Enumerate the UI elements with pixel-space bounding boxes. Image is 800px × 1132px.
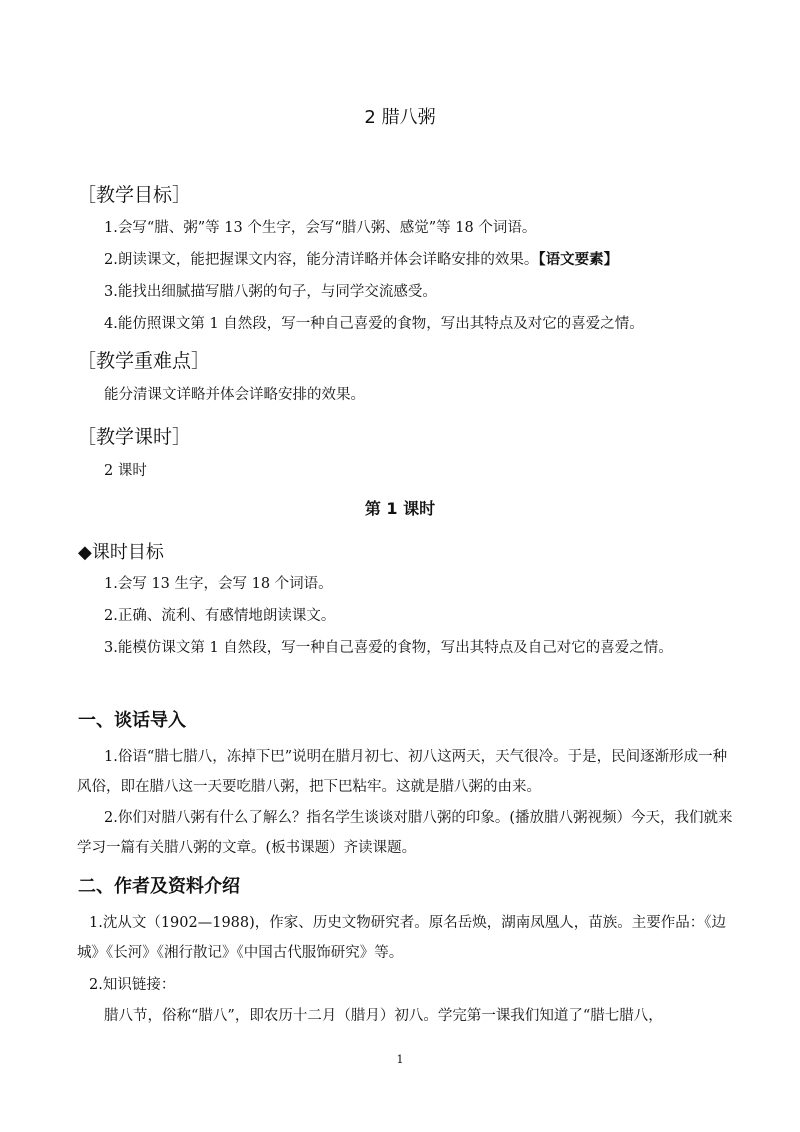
- period-goal-2: 2.正确、流利、有感情地朗读课文。: [104, 608, 336, 624]
- page-number: 1: [396, 1053, 404, 1066]
- section-2-heading: 二、作者及资料介绍: [78, 876, 240, 897]
- section-1-paragraph-2: 2.你们对腊八粥有什么了解么？指名学生谈谈对腊八粥的印象。(播放腊八粥视频）今天，我们就来学习一篇有关腊八粥的文章。(板书课题）齐读课题。: [77, 810, 733, 856]
- language-element-tag: 【语文要素】: [538, 251, 619, 268]
- period-goal-3: 3.能模仿课文第 1 自然段，写一种自己喜爱的食物，写出其特点及自己对它的喜爱之情。: [104, 640, 673, 656]
- objective-item-3: 3.能找出细腻描写腊八粥的句子，与同学交流感受。: [104, 284, 437, 300]
- objective-item-4: 4.能仿照课文第 1 自然段，写一种自己喜爱的食物，写出其特点及对它的喜爱之情。: [104, 316, 644, 332]
- lesson-hours-heading: ［教学课时］: [77, 426, 192, 448]
- section-2-item-2: 2.知识链接：: [89, 977, 176, 993]
- period-1-title: 第 1 课时: [364, 499, 436, 518]
- objective-item-2-text: 2.朗读课文，能把握课文内容，能分清详略并体会详略安排的效果。: [104, 252, 539, 268]
- key-points-heading: ［教学重难点］: [77, 350, 211, 372]
- section-1-paragraph-1: 1.俗语“腊七腊八，冻掉下巴”说明在腊月初七、初八这两天，天气很冷。于是，民间逐渐形成一种风俗，即在腊八这一天要吃腊八粥，把下巴粘牢。这就是腊八粥的由来。: [77, 749, 728, 795]
- key-points-text: 能分清课文详略并体会详略安排的效果。: [104, 387, 365, 403]
- period-goals-heading: ◆课时目标: [78, 542, 164, 563]
- lesson-hours-text: 2 课时: [104, 463, 147, 479]
- objective-item-1: 1.会写“腊、粥”等 13 个生字，会写“腊八粥、感觉”等 18 个词语。: [104, 220, 537, 236]
- objective-item-2: [104, 250, 618, 270]
- section-2-paragraph-3: 腊八节，俗称“腊八”，即农历十二月（腊月）初八。学完第一课我们知道了“腊七腊八，: [104, 1008, 663, 1024]
- document-title: 2 腊八粥: [364, 107, 436, 128]
- objectives-heading: ［教学目标］: [77, 184, 192, 206]
- section-2-paragraph-1: 1.沈从文（1902—1988)，作家、历史文物研究者。原名岳焕，湖南凤凰人，苗族。主要作品：《边城》《长河》《湘行散记》《中国古代服饰研究》等。: [77, 915, 727, 961]
- section-1-heading: 一、谈话导入: [78, 710, 186, 731]
- period-goal-1: 1.会写 13 生字，会写 18 个词语。: [104, 576, 333, 592]
